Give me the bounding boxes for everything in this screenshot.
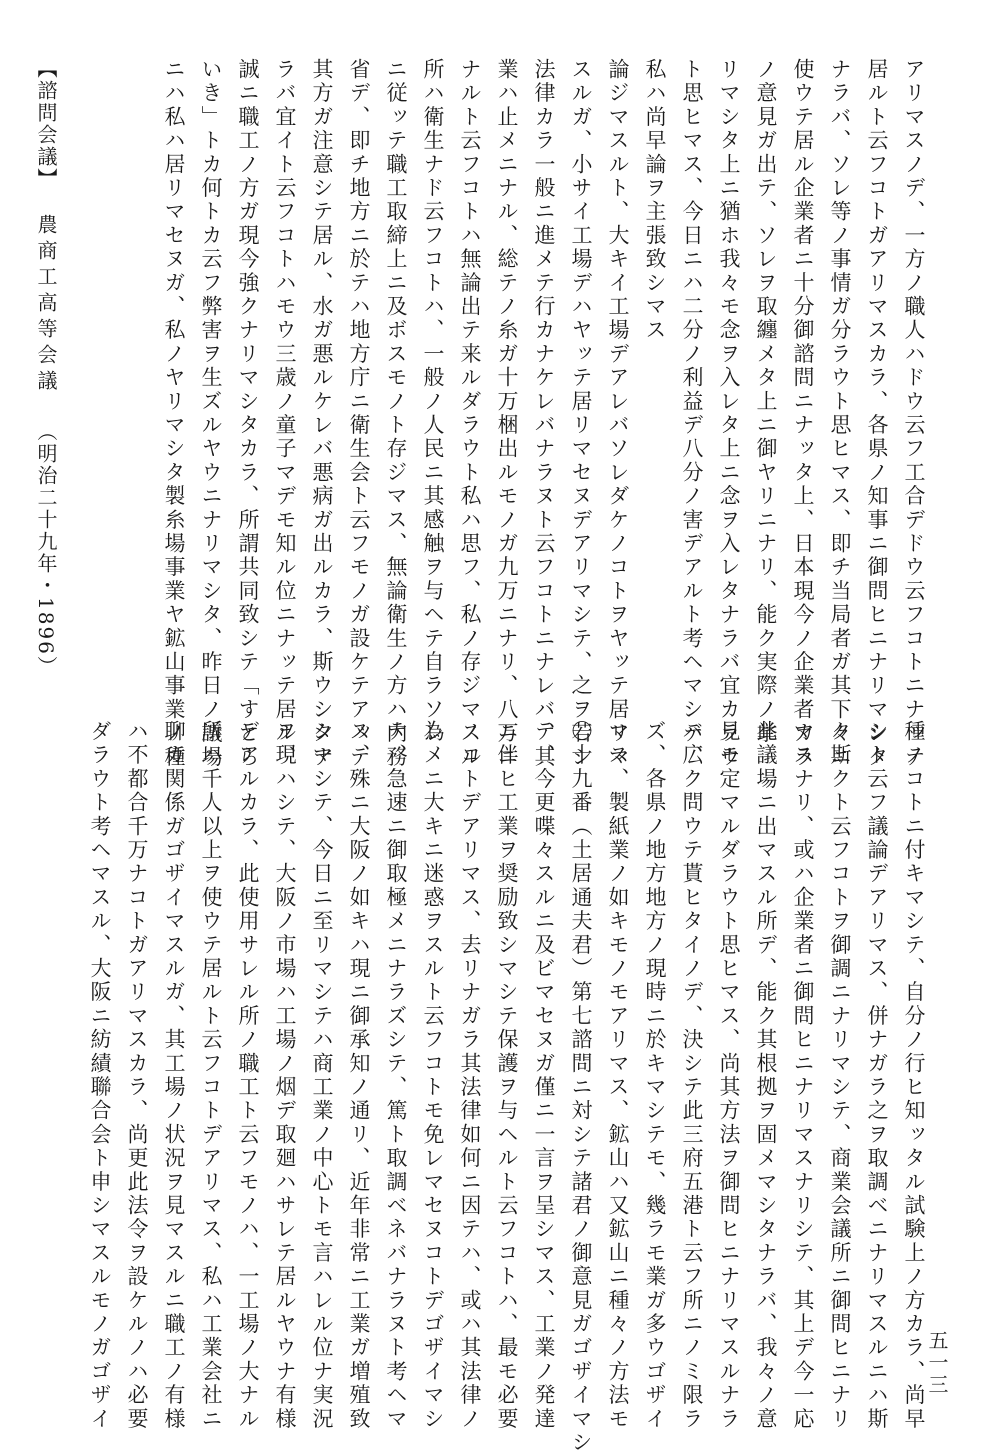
section-label: 【諮問会議】 xyxy=(34,58,58,190)
text-column: テ、急速ニ御取極メニナラズシテ、篤ト取調ベネバナラヌト考ヘマ xyxy=(384,720,408,1431)
text-column: ヲ現ハシテ、大阪ノ市場ハ工場ノ烟デ取廻ハサレテ居ルヤウナ有様 xyxy=(273,720,297,1431)
text-column: 此議場ニ出マスル所デ、能ク其根拠ヲ固メマシタナラバ、我々ノ意 xyxy=(754,720,778,1431)
text-column: ニハ私ハ居リマセヌガ、私ノヤリマシタ製糸場事業ヤ鉱山事業ノ種 xyxy=(162,58,186,769)
text-column: マスナリ、或ハ企業者ニ御問ヒニナリマスナリシテ、其上デ今一応 xyxy=(791,720,815,1431)
text-column: リマシタ上ニ猶ホ我々モ念ヲ入レタ上ニ念ヲ入レタナラバ宜カラウ xyxy=(717,58,741,769)
text-column: 所ハ千人以上ヲ使ウテ居ルト云フコトデアリマス、私ハ工業会社ニ xyxy=(199,720,223,1431)
text-column: ダラウト考ヘマスル、大阪ニ紡績聯合会ト申シマスルモノガゴザイ xyxy=(88,720,112,1431)
running-head xyxy=(34,58,58,678)
text-column: ノ意見ガ出テ、ソレヲ取纏メタ上ニ御ヤリニナリ、能ク実際ノ挙 xyxy=(754,58,778,746)
text-column: 法律カラ一般ニ進メテ行カナケレバナラヌト云フコトニナレバ、其 xyxy=(532,58,556,769)
book-title: 農商工高等会議 xyxy=(34,214,58,397)
text-column: 所ハ衛生ナド云フコトハ、一般ノ人民ニ其感触ヲ与ヘテ自ラソレ xyxy=(421,58,445,746)
lower-text-block xyxy=(88,720,932,1455)
text-column: 種ノコトニ付キマシテ、自分ノ行ヒ知ッタル試験上ノ方カラ、尚早 xyxy=(902,720,926,1431)
text-column: ノコトデアリマス、去リナガラ其法律如何ニ因テハ、或ハ其法律ノ xyxy=(458,720,482,1431)
text-column: デアルカラ、此使用サレル所ノ職工ト云フモノハ、一工場ノ大ナル xyxy=(236,720,260,1431)
text-column: ク斯クト云フコトヲ御調ニナリマシテ、商業会議所ニ御問ヒニナリ xyxy=(828,720,852,1431)
text-column: 省デ、即チ地方ニ於テハ地方庁ニ衛生会ト云フモノガ設ケテアッテ xyxy=(347,58,371,769)
text-column: 論ジマスルト、大キイ工場デアレバソレダケノコトヲヤッテ居リマ xyxy=(606,58,630,769)
text-column: ラバ宜イト云フコトハモウ三歳ノ童子マデモ知ル位ニナッテ居ル、 xyxy=(273,58,297,769)
text-column: ニ従ッテ職工取締上ニ及ボスモノト存ジマス、無論衛生ノ方ハ内務 xyxy=(384,58,408,769)
text-column: いき」トカ何トカ云フ弊害ヲ生ズルヤウニナリマシタ、昨日ノ議場 xyxy=(199,58,223,769)
text-column: ト思ヒマス、今日ニハ二分ノ利益デ八分ノ害デアルト考ヘマシテ、 xyxy=(680,58,704,769)
text-column: シト云フ議論デアリマス、併ナガラ之ヲ取調ベニナリマスルニハ斯 xyxy=(865,720,889,1431)
text-column: 誠ニ職工ノ方ガ現今強クナリマシタカラ、所謂共同致シテ「すとら xyxy=(236,58,260,769)
text-column: ハ不都合千万ナコトガアリマスカラ、尚更此法令ヲ設ケルノハ必要 xyxy=(125,720,149,1431)
text-column: 其方ガ注意シテ居ル、水ガ悪ルケレバ悪病ガ出ルカラ、斯ウシタナ xyxy=(310,58,334,769)
page-number: 五一三 xyxy=(925,1330,949,1396)
text-column: ナラバ、ソレ等ノ事情ガ分ラウト思ヒマス、即チ当局者ガ其下々ニ xyxy=(828,58,852,769)
text-column: シマシテ、今日ニ至リマシテハ商工業ノ中心トモ言ハレル位ナ実況 xyxy=(310,720,334,1431)
text-column: 為メニ大キニ迷惑ヲスルト云フコトモ免レマセヌコトデゴザイマシ xyxy=(421,720,445,1431)
speaker-heading: 〇十九番（土居通夫君）第七諮問ニ対シテ諸君ノ御意見ガゴザイマシ xyxy=(569,720,593,1455)
text-column: 私ハ尚早論ヲ主張致シマス xyxy=(643,58,667,343)
text-column: ス、殊ニ大阪ノ如キハ現ニ御承知ノ通リ、近年非常ニ工業ガ増殖致 xyxy=(347,720,371,1431)
upper-text-block xyxy=(102,58,932,769)
text-column: ニ伴ヒ工業ヲ奨励致シマシテ保護ヲ与ヘルト云フコトハ、最モ必要 xyxy=(495,720,519,1431)
text-column: ズ、各県ノ地方地方ノ現時ニ於キマシテモ、幾ラモ業ガ多ウゴザイ xyxy=(643,720,667,1431)
text-column: テ、今更喋々スルニ及ビマセヌガ僅ニ一言ヲ呈シマス、工業ノ発達 xyxy=(532,720,556,1431)
text-column: マス、製紙業ノ如キモノモアリマス、鉱山ハ又鉱山ニ種々ノ方法モ xyxy=(606,720,630,1431)
text-column: アリマスノデ、一方ノ職人ハドウ云フ工合デドウ云フコトニナッテ xyxy=(902,58,926,769)
year-label: （明治二十九年・1896） xyxy=(34,420,58,678)
text-column: ナルト云フコトハ無論出テ来ルダラウト私ハ思フ、私ノ存ジマスル xyxy=(458,58,482,769)
text-column: スルガ、小サイ工場デハヤッテ居リマセヌデアリマシテ、之ヲ若シ xyxy=(569,58,593,769)
text-column: 見モ定マルダラウト思ヒマス、尚其方法ヲ御問ヒニナリマスルナラ xyxy=(717,720,741,1431)
text-column: 居ルト云フコトガアリマスカラ、各県ノ知事ニ御問ヒニナリマシタ xyxy=(865,58,889,769)
text-column: バ広ク問ウテ貰ヒタイノデ、決シテ此三府五港ト云フ所ニノミ限ラ xyxy=(680,720,704,1431)
text-column: 使ウテ居ル企業者ニ十分御諮問ニナッタ上、日本現今ノ企業者カラ xyxy=(791,58,815,769)
text-column: 聊カ関係ガゴザイマスルガ、其工場ノ状況ヲ見マスルニ職工ノ有様 xyxy=(162,720,186,1431)
text-column: 業ハ止メニナル、総テノ糸ガ十万梱出ルモノガ九万ニナリ、八万ニ xyxy=(495,58,519,769)
